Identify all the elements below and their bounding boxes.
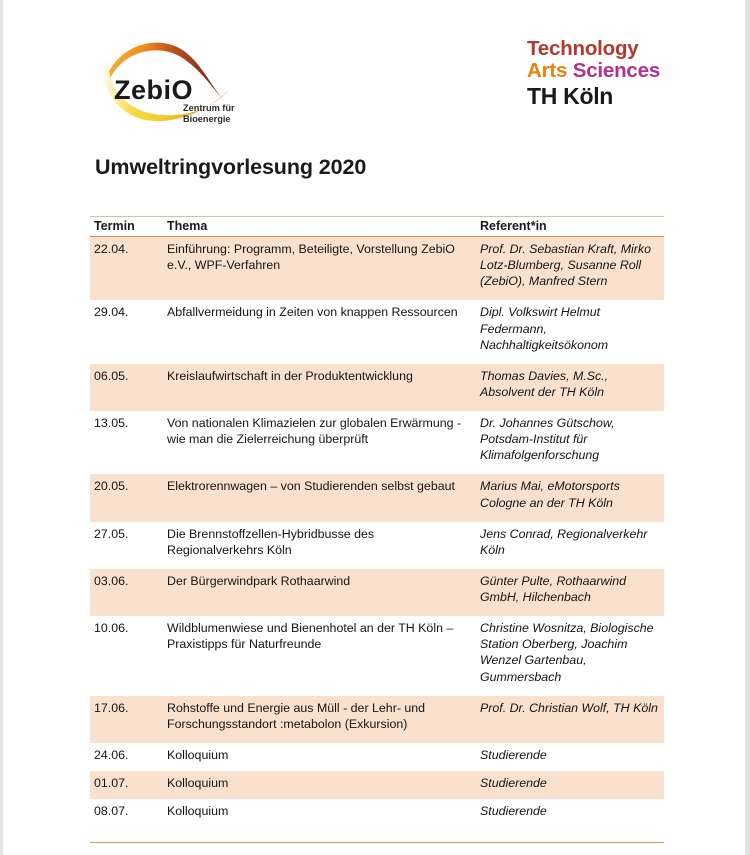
cell-termin: 08.07. [90, 799, 162, 827]
cell-referent: Prof. Dr. Christian Wolf, TH Köln [477, 696, 664, 743]
cell-termin: 22.04. [90, 237, 162, 301]
table-row [90, 569, 664, 616]
cell-thema: Kolloquium [162, 743, 477, 771]
table-row [90, 771, 664, 799]
cell-referent: Dipl. Volkswirt Helmut Federmann, Nachhaltigkeitsökonom [477, 300, 664, 363]
svg-text:ZebiO: ZebiO [114, 75, 194, 105]
cell-thema: Die Brennstoffzellen-Hybridbusse des Regionalverkehrs Köln [162, 522, 477, 569]
column-header-termin: Termin [90, 217, 162, 237]
table-row [90, 237, 664, 301]
table-header [90, 217, 664, 237]
th-logo-sciences: Sciences [572, 59, 661, 83]
cell-termin: 29.04. [90, 300, 162, 363]
th-logo-arts: Arts [527, 59, 568, 83]
cell-referent: Christine Wosnitza, Biologische Station Oberberg, Joachim Wenzel Gartenbau, Gummersbach [477, 616, 664, 696]
cell-referent: Dr. Johannes Gütschow, Potsdam-Institut für Klimafolgenforschung [477, 411, 664, 474]
table-row [90, 799, 664, 827]
cell-termin: 03.06. [90, 569, 162, 616]
table-row [90, 300, 664, 363]
cell-referent: Marius Mai, eMotorsports Cologne an der TH Köln [477, 474, 664, 521]
cell-termin: 24.06. [90, 743, 162, 771]
logo-band [3, 0, 745, 150]
svg-text:Zentrum für: Zentrum für [183, 103, 235, 113]
table-row [90, 616, 664, 696]
table-bottom-rule [90, 842, 664, 843]
cell-termin: 10.06. [90, 616, 162, 696]
schedule-table [90, 216, 664, 827]
cell-termin: 17.06. [90, 696, 162, 743]
cell-thema: Abfallvermeidung in Zeiten von knappen Ressourcen [162, 300, 477, 363]
th-logo-arts-sciences [527, 60, 697, 82]
cell-referent: Günter Pulte, Rothaarwind GmbH, Hilchenbach [477, 569, 664, 616]
cell-termin: 27.05. [90, 522, 162, 569]
document-page [3, 0, 745, 855]
cell-thema: Rohstoffe und Energie aus Müll - der Lehr- und Forschungsstandort :metabolon (Exkursion) [162, 696, 477, 743]
cell-referent: Studierende [477, 743, 664, 771]
cell-thema: Von nationalen Klimazielen zur globalen Erwärmung - wie man die Zielerreichung überprüft [162, 411, 477, 474]
cell-referent: Prof. Dr. Sebastian Kraft, Mirko Lotz-Blumberg, Susanne Roll (ZebiO), Manfred Stern [477, 237, 664, 301]
table-row [90, 474, 664, 521]
cell-thema: Einführung: Programm, Beteiligte, Vorstellung ZebiO e.V., WPF-Verfahren [162, 237, 477, 301]
table-row [90, 411, 664, 474]
cell-termin: 01.07. [90, 771, 162, 799]
cell-thema: Der Bürgerwindpark Rothaarwind [162, 569, 477, 616]
zebio-logo [100, 33, 260, 133]
column-header-thema: Thema [162, 217, 477, 237]
svg-text:Bioenergie: Bioenergie [183, 114, 231, 124]
table-row [90, 696, 664, 743]
cell-thema: Kolloquium [162, 771, 477, 799]
table-row [90, 364, 664, 411]
cell-termin: 20.05. [90, 474, 162, 521]
cell-referent: Studierende [477, 799, 664, 827]
table-header-row [90, 217, 664, 237]
th-koeln-logo [527, 38, 697, 109]
th-logo-technology: Technology [527, 37, 639, 60]
table-row [90, 522, 664, 569]
cell-thema: Elektrorennwagen – von Studierenden selbst gebaut [162, 474, 477, 521]
page-title: Umweltringvorlesung 2020 [95, 155, 367, 179]
table-body [90, 237, 664, 828]
cell-thema: Wildblumenwiese und Bienenhotel an der TH Köln – Praxistipps für Naturfreunde [162, 616, 477, 696]
page-edge-right [745, 0, 750, 855]
th-logo-name: TH Köln [527, 83, 614, 110]
table-row [90, 743, 664, 771]
cell-referent: Thomas Davies, M.Sc., Absolvent der TH Köln [477, 364, 664, 411]
schedule-table-container [90, 216, 664, 827]
column-header-referent: Referent*in [477, 217, 664, 237]
cell-thema: Kolloquium [162, 799, 477, 827]
cell-referent: Jens Conrad, Regionalverkehr Köln [477, 522, 664, 569]
cell-termin: 13.05. [90, 411, 162, 474]
cell-thema: Kreislaufwirtschaft in der Produktentwicklung [162, 364, 477, 411]
cell-termin: 06.05. [90, 364, 162, 411]
cell-referent: Studierende [477, 771, 664, 799]
